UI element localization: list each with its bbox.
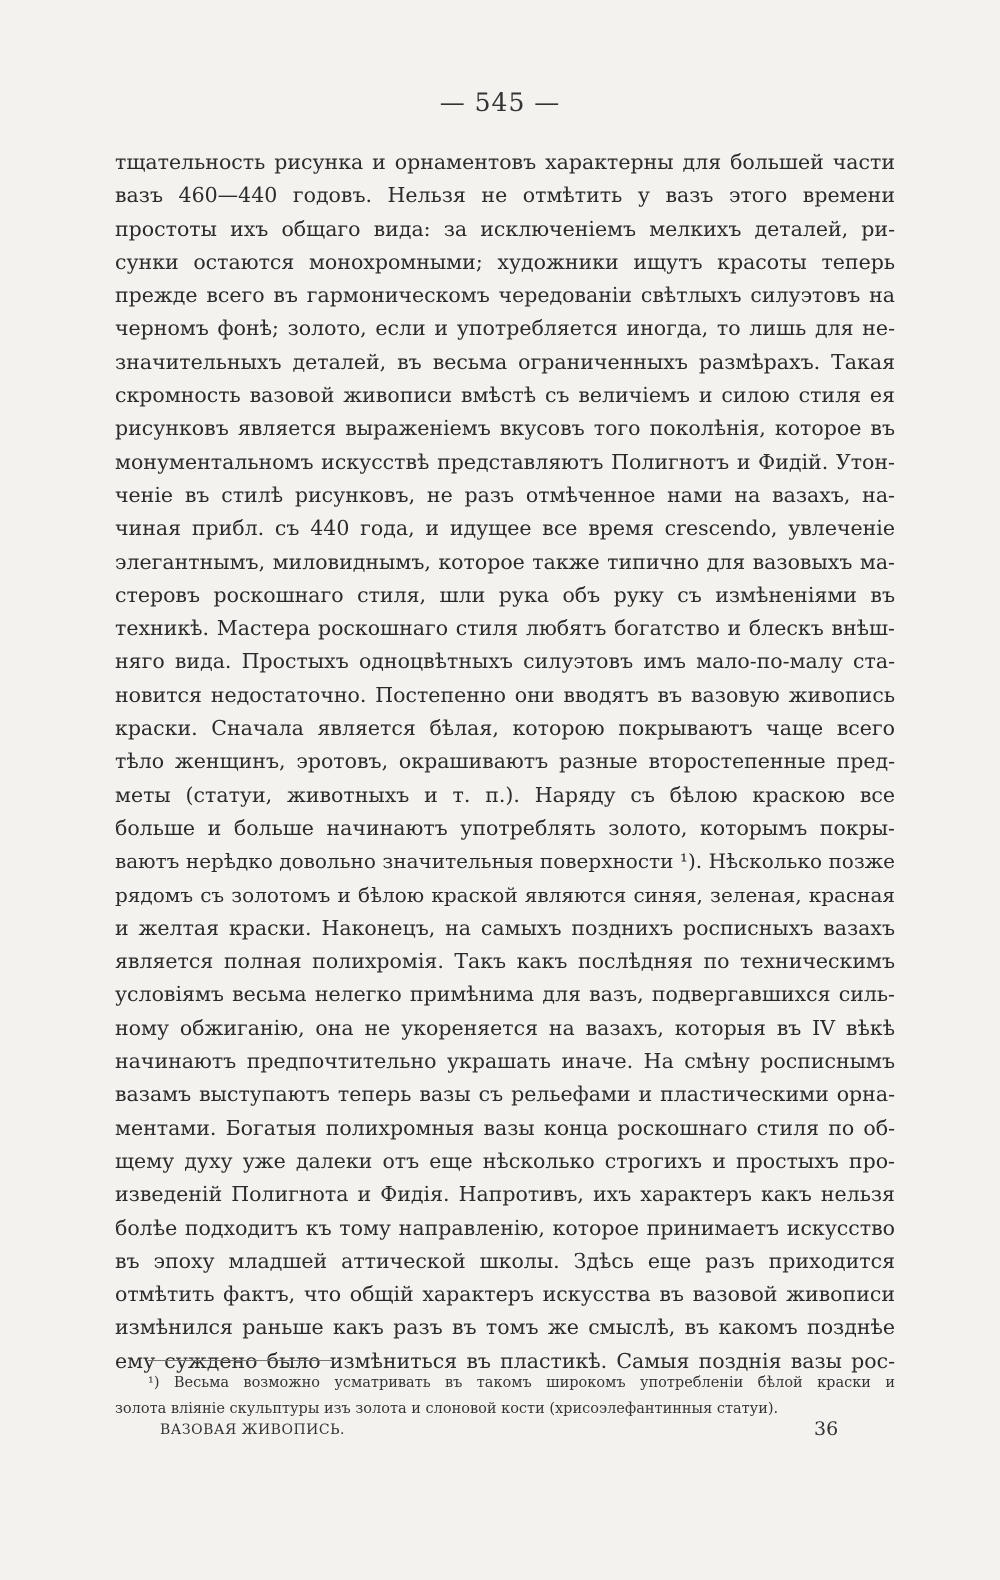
text-line: няго вида. Простыхъ одноцвѣтныхъ силуэтовъ имъ мало-по-малу ста- bbox=[115, 649, 895, 674]
text-line: тщательность рисунка и орнаментовъ характерны для большей части bbox=[115, 150, 895, 174]
text-line: новится недостаточно. Постепенно они вводятъ въ вазовую живопись bbox=[115, 682, 895, 707]
text-line: краски. Сначала является бѣлая, которою покрываютъ чаще всего bbox=[115, 716, 895, 741]
text-line: ваютъ нерѣдко довольно значительныя поверхности ¹). Нѣсколько позже bbox=[115, 849, 895, 874]
text-line: черномъ фонѣ; золото, если и употребляется иногда, то лишь для не- bbox=[115, 316, 895, 341]
signature-mark: ВАЗОВАЯ ЖИВОПИСЬ. bbox=[160, 1422, 345, 1438]
text-line: скромность вазовой живописи вмѣстѣ съ величіемъ и силою стиля ея bbox=[115, 383, 895, 408]
text-line: вазъ 460—440 годовъ. Нельзя не отмѣтить у вазъ этого времени bbox=[115, 183, 895, 208]
text-line: прежде всего въ гармоническомъ чередованіи свѣтлыхъ силуэтовъ на bbox=[115, 283, 895, 308]
text-line: чиная прибл. съ 440 года, и идущее все время crescendo, увлеченіе bbox=[115, 516, 895, 541]
footnote-line: ¹) Весьма возможно усматривать въ такомъ широкомъ употребленіи бѣлой краски и bbox=[148, 1375, 895, 1391]
text-line: техникѣ. Мастера роскошнаго стиля любятъ богатство и блескъ внѣш- bbox=[115, 616, 895, 641]
page-number: — 545 — bbox=[439, 88, 561, 117]
text-line: монументальномъ искусствѣ представляютъ Полигнотъ и Фидій. Утон- bbox=[115, 449, 895, 474]
footnote-line: золота вліяніе скульптуры изъ золота и слоновой кости (хрисоэлефантинныя статуи). bbox=[115, 1401, 779, 1417]
text-line: вазамъ выступаютъ теперь вазы съ рельефами и пластическими орна- bbox=[115, 1082, 895, 1107]
text-line: отмѣтить фактъ, что общій характеръ искусства въ вазовой живописи bbox=[115, 1282, 895, 1307]
text-line: ченіе въ стилѣ рисунковъ, не разъ отмѣченное нами на вазахъ, на- bbox=[115, 482, 895, 507]
text-line: меты (статуи, животныхъ и т. п.). Наряду съ бѣлою краскою все bbox=[115, 782, 895, 807]
text-line: болѣе подходитъ къ тому направленію, которое принимаетъ искусство bbox=[115, 1215, 895, 1240]
footnote-divider bbox=[148, 1360, 334, 1361]
text-line: начинаютъ предпочтительно украшать иначе. На смѣну росписнымъ bbox=[115, 1049, 895, 1074]
text-line: ему суждено было измѣниться въ пластикѣ. Самыя позднія вазы рос- bbox=[115, 1348, 895, 1373]
text-line: простоты ихъ общаго вида: за исключеніемъ мелкихъ деталей, ри- bbox=[115, 216, 895, 241]
text-line: рядомъ съ золотомъ и бѣлою краской являются синяя, зеленая, красная bbox=[115, 882, 895, 907]
text-line: больше и больше начинаютъ употреблять золото, которымъ покры- bbox=[115, 815, 895, 840]
text-line: измѣнился раньше какъ разъ въ томъ же смыслѣ, въ какомъ позднѣе bbox=[115, 1315, 895, 1340]
signature-number: 36 bbox=[814, 1418, 839, 1440]
text-line: элегантнымъ, миловиднымъ, которое также типично для вазовыхъ ма- bbox=[115, 549, 895, 574]
text-line: ному обжиганію, она не укореняется на вазахъ, которыя въ IV вѣкѣ bbox=[115, 1015, 895, 1040]
text-line: ментами. Богатыя полихромныя вазы конца роскошнаго стиля по об- bbox=[115, 1115, 895, 1140]
text-line: сунки остаются монохромными; художники ищутъ красоты теперь bbox=[115, 249, 895, 274]
text-line: изведеній Полигнота и Фидія. Напротивъ, ихъ характеръ какъ нельзя bbox=[115, 1182, 895, 1207]
footnotes bbox=[115, 1370, 895, 1422]
text-line: тѣло женщинъ, эротовъ, окрашиваютъ разные второстепенные пред- bbox=[115, 749, 895, 774]
text-line: въ эпоху младшей аттической школы. Здѣсь еще разъ приходится bbox=[115, 1248, 895, 1273]
body-text bbox=[115, 146, 895, 1378]
text-line: условіямъ весьма нелегко примѣнима для вазъ, подвергавшихся силь- bbox=[115, 982, 895, 1007]
text-line: является полная полихромія. Такъ какъ послѣдняя по техническимъ bbox=[115, 949, 895, 974]
text-line: стеровъ роскошнаго стиля, шли рука объ руку съ измѣненіями въ bbox=[115, 582, 895, 607]
text-line: и желтая краски. Наконецъ, на самыхъ позднихъ росписныхъ вазахъ bbox=[115, 915, 895, 940]
text-line: щему духу уже далеки отъ еще нѣсколько строгихъ и простыхъ про- bbox=[115, 1148, 895, 1173]
text-line: значительныхъ деталей, въ весьма ограниченныхъ размѣрахъ. Такая bbox=[115, 349, 895, 374]
text-line: рисунковъ является выраженіемъ вкусовъ того поколѣнія, которое въ bbox=[115, 416, 895, 441]
